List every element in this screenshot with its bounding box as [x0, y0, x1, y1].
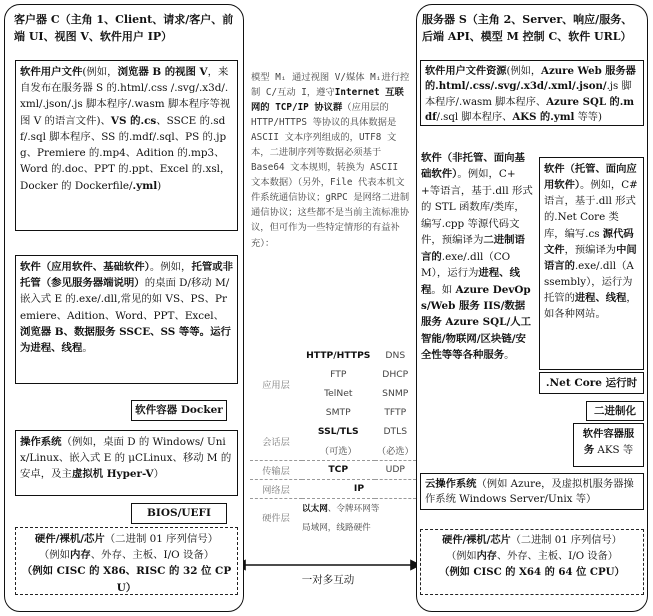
proto-optional: （可选）	[319, 446, 357, 458]
layer-session-label: 会话层	[262, 436, 290, 448]
client-title: 客户器 C（主角 1、Client、请求/客户、前端 UI、视图 V、软件用户 IP）	[14, 13, 234, 43]
protocol-description: 模型 Mᵢ 通过视图 V/媒体 Mᵢ进行控制 C/互动 I，遵守Internet 互联网的 TCP/IP 协议群（应用层的 HTTP/HTTPS 等协议的具体数据是 ASCII 文本序列组成的，UTF8 文本，二进制序列等数据必须基于 Base64 文本规则，转换为 ASCII 文本数据）（另外，File 代表本机文件系统通信协议；gRPC 是网络二进制通信协议；这些都不是当前主流标准协议，但可作为一些特定情形的有益补充）：	[251, 72, 410, 249]
server-container-box: 软件容器服务 AKS 等	[573, 423, 644, 467]
client-software-box: 软件（应用软件、基础软件）。例如，托管或非托管（参见服务器端说明）的桌面 D/移动 M/嵌入式 E 的.exe/.dll,常见的如 VS、PS、Premiere、Adition、Word、PPT、Excel、浏览器 B、数据服务 SSCE、SS 等等。运行为进程、线程。	[15, 255, 238, 384]
proto-dhcp: DHCP	[382, 369, 409, 380]
proto-dns: DNS	[385, 350, 406, 361]
proto-lan: 局域网，线路硬件	[302, 522, 371, 533]
protocol-stack-table	[250, 346, 416, 536]
proto-dtls: DTLS	[383, 426, 408, 437]
client-hardware-box: 硬件/裸机/芯片（二进制 01 序列信号） （例如内存、外存、主板、I/O 设备） （例如 CISC 的 X86、RISC 的 32 位 CPU）	[15, 527, 238, 595]
layer-hardware-label: 硬件层	[262, 513, 290, 525]
server-hardware-box: 硬件/裸机/芯片（二进制 01 序列信号） （例如内存、外存、主板、I/O 设备） （例如 CISC 的 X64 的 64 位 CPU）	[420, 529, 644, 595]
server-managed-box: 软件（托管、面向应用软件）。例如，C#语言，基于.dll 形式的.Net Core 类库，编写.cs 源代码文件，预编译为中间语言的.exe/.dll（Assembly），运行为托管的进程、线程，如各种网站。	[539, 157, 644, 370]
client-os-box: 操作系统（例如，桌面 D 的 Windows/ Unix/Linux、嵌入式 E 的 μCLinux、移动 M 的安卓，及主虚拟机 Hyper-V）	[15, 430, 238, 496]
client-bios-tag: BIOS/UEFI	[131, 503, 227, 524]
proto-tftp: TFTP	[384, 407, 407, 418]
server-resources-box: 软件用户文件资源(例如，Azure Web 服务器的.html/.css/.svg/.x3d/.xml/.json/.js 脚本程序/.wasm 脚本程序、Azure SQL 的.mdf/.sql 脚本程序、AKS 的.yml 等等)	[420, 60, 644, 126]
layer-transport-label: 传输层	[262, 465, 290, 477]
proto-http: HTTP/HTTPS	[306, 350, 371, 361]
proto-snmp: SNMP	[382, 388, 409, 399]
server-runtime-tag: .Net Core 运行时	[539, 372, 644, 394]
server-unmanaged-text: 软件（非托管、面向基础软件）。例如，C++等语言，基于.dll 形式的 STL 函数库/类库，编写.cpp 等源代码文件，预编译为二进制语言的.exe/.dll（COM），运行为进程、线程。如 Azure DevOps/Web 服务 IIS/数据服务 Azure SQL/人工智能/物联网/区块链/安全性等等各种服务。	[421, 152, 533, 362]
client-container-tag: 软件容器 Docker	[131, 400, 227, 421]
client-user-files-box: 软件用户文件(例如，浏览器 B 的视图 V，来自发布在服务器 S 的.html/.css /.svg/.x3d/.xml/.json/.js 脚本程序/.wasm 脚本程序等视图 V 的语言文件)、VS 的.cs、SSCE 的.sdf/.sql 脚本程序、SS 的.mdf/.sql、PS 的.jpg、Premiere 的.mp4、Adition 的.mp3、Word 的.doc、PPT 的.ppt、Excel 的.xsl，Docker 的 Dockerfile/.yml)	[15, 60, 238, 231]
layer-app-label: 应用层	[262, 380, 290, 391]
proto-ethernet: 以太网、令牌环网等	[302, 503, 380, 514]
proto-ftp: FTP	[330, 369, 347, 380]
proto-udp: UDP	[385, 464, 405, 475]
proto-ssl: SSL/TLS	[317, 426, 359, 437]
layer-network-label: 网络层	[262, 484, 290, 496]
proto-tcp: TCP	[328, 464, 349, 475]
server-os-box: 云操作系统（例如 Azure，及虚拟机服务器操作系统 Windows Server/Unix 等）	[420, 473, 644, 510]
proto-required: （必选）	[376, 446, 414, 458]
proto-telnet: TelNet	[324, 388, 353, 399]
server-binary-tag: 二进制化	[586, 401, 644, 421]
proto-ip: IP	[353, 483, 365, 494]
server-title: 服务器 S（主角 2、Server、响应/服务、后端 API、模型 M 控制 C、软件 URL）	[422, 13, 633, 43]
proto-smtp: SMTP	[325, 407, 351, 418]
interaction-label: 一对多互动	[301, 574, 355, 586]
